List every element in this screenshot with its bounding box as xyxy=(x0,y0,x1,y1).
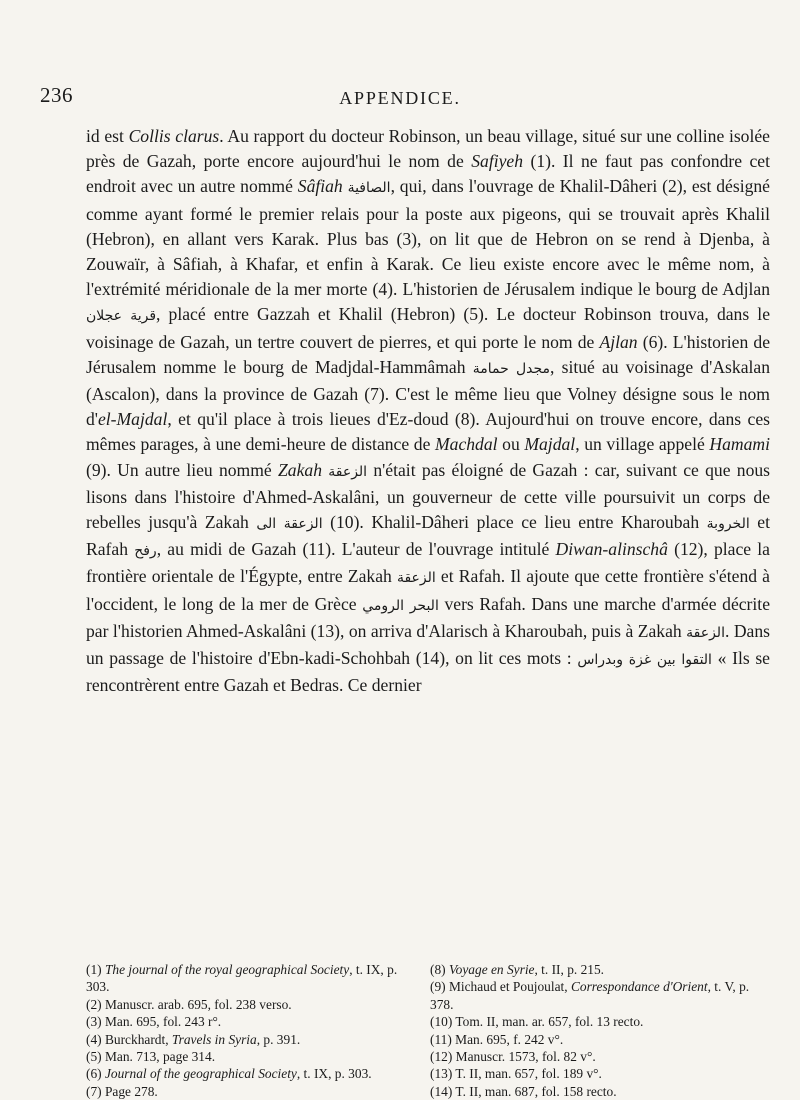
text-run: , un village appelé xyxy=(575,434,710,455)
body-paragraph xyxy=(86,124,770,698)
footnote-8: (8) Voyage en Syrie, t. II, p. 215. xyxy=(430,962,605,977)
arabic-term: الزعقة xyxy=(686,624,725,641)
text-run: (9). Un autre lieu nommé xyxy=(86,459,278,480)
footnote-5: (5) Man. 713, page 314. xyxy=(86,1049,216,1065)
running-head: APPENDICE. xyxy=(339,88,461,108)
body-text xyxy=(86,124,770,698)
italic-term: Sâfiah xyxy=(297,176,343,197)
italic-term: el-Majdal xyxy=(97,409,168,430)
text-run: , et qu'il place à trois lieues d'Ez-doud (8). Aujourd'hui on trouve encore, dans ces mêmes parages, à une demi-heure de distance de xyxy=(86,409,770,455)
text-run: « Ils se rencontrèrent entre Gazah et Bedras. Ce dernier xyxy=(86,648,770,696)
footnotes-right-column xyxy=(430,961,770,1100)
text-run: , situé au voisinage d'Askalan (Ascalon), dans la province de Gazah (7). C'est le même lieu que Volney désigne sous le nom d' xyxy=(86,356,771,430)
text-run: , placé entre Gazzah et Khalil (Hebron) (5). Le docteur Robinson trouva, dans le voisinage de Gazah, un tertre couvert de pierres, et qui porte le nom de xyxy=(86,304,771,352)
footnotes-left-column xyxy=(86,961,422,1100)
arabic-term: الزعقة الى xyxy=(256,516,323,533)
text-run: et Rafah xyxy=(86,512,770,560)
footnote-9: (9) Michaud et Poujoulat, Correspondance d'Orient, t. V, p. 378. xyxy=(430,979,750,1012)
text-run: vers Rafah. Dans une marche d'armée décrite par l'historien Ahmed-Askalâni (13), on arriva d'Alarisch à Kharoubah, puis à Zakah xyxy=(86,593,771,641)
footnote-3: (3) Man. 695, fol. 243 r°. xyxy=(86,1014,222,1030)
text-run: (6). L'historien de Jérusalem nomme le bourg de Madjdal-Hammâmah xyxy=(86,331,770,377)
footnote-11: (11) Man. 695, f. 242 v°. xyxy=(430,1031,564,1047)
text-run: . Dans un passage de l'histoire d'Ebn-kadi-Schohbah (14), on lit ces mots : xyxy=(86,620,770,669)
footnotes xyxy=(86,961,770,1100)
text-run: . Au rapport du docteur Robinson, un beau village, situé sur une colline isolée près de Gazah, porte encore aujourd'hui le nom de xyxy=(86,126,770,172)
arabic-term: التقوا بين غزة وبدراس xyxy=(577,652,712,669)
arabic-term: الزعقة xyxy=(328,463,368,480)
text-run: id est xyxy=(86,126,129,146)
text-run: (10). Khalil-Dâheri place ce lieu entre Kharoubah xyxy=(322,512,707,533)
footnote-10: (10) Tom. II, man. ar. 657, fol. 13 recto. xyxy=(430,1014,644,1030)
footnote-1: (1) The journal of the royal geographical Society, t. IX, p. 303. xyxy=(86,962,398,995)
text-run: n'était pas éloigné de Gazah : car, suivant ce que nous lisons dans l'histoire d'Ahmed-Askalâni, un gouverneur de cette ville poursuivit un corps de rebelles jusqu'à Zakah xyxy=(86,459,771,533)
arabic-term: رفح xyxy=(134,543,157,560)
text-run: (1). Il ne faut pas confondre cet endroit avec un autre nommé xyxy=(86,151,770,197)
footnote-7: (7) Page 278. xyxy=(86,1083,158,1099)
text-run: (12), place la frontière orientale de l'Égypte, entre Zakah xyxy=(86,539,770,587)
footnote-14: (14) T. II, man. 687, fol. 158 recto. xyxy=(430,1083,617,1099)
arabic-term: الخروبة xyxy=(706,516,750,533)
arabic-term: مجدل حمامة xyxy=(472,360,551,377)
arabic-term: قرية عجلان xyxy=(86,308,157,325)
text-run: ou xyxy=(497,434,525,455)
arabic-term: الزعقة xyxy=(396,570,436,587)
footnote-2: (2) Manuscr. arab. 695, fol. 238 verso. xyxy=(86,996,292,1012)
italic-term: Machdal xyxy=(435,434,498,455)
italic-term: Hamami xyxy=(709,434,771,455)
footnote-4: (4) Burckhardt, Travels in Syria, p. 391. xyxy=(86,1031,301,1047)
arabic-term: الصافية xyxy=(347,180,391,197)
page-number: 236 xyxy=(40,83,73,107)
arabic-term: البحر الرومي xyxy=(362,597,439,614)
text-run: , qui, dans l'ouvrage de Khalil-Dâheri (2), est désigné comme ayant formé le premier relais pour la poste aux pigeons, qui se trouvait après Khalil (Hebron), en allant vers Karak. Plus bas (3), on lit que de Hebron on se rend à Djenba, à Zouwaïr, à Sâfiah, à Khafar, et enfin à Karak. Ce lieu existe encore avec le même nom, à l'extrémité méridionale de la mer morte (4). L'historien de Jérusalem indique le bourg de Adjlan xyxy=(86,176,770,300)
italic-term: Diwan-alinschâ xyxy=(555,539,668,560)
italic-term: Collis clarus xyxy=(128,126,220,146)
italic-term: Zakah xyxy=(278,459,322,480)
text-run: , au midi de Gazah (11). L'auteur de l'ouvrage intitulé xyxy=(156,539,556,560)
text-run: et Rafah. Il ajoute que cette frontière s'étend à l'occident, le long de la mer de Grèce xyxy=(86,566,770,614)
italic-term: Safiyeh xyxy=(471,151,524,172)
footnote-6: (6) Journal of the geographical Society, t. IX, p. 303. xyxy=(86,1066,372,1082)
italic-term: Majdal xyxy=(524,434,576,455)
italic-term: Ajlan xyxy=(599,331,638,352)
footnote-13: (13) T. II, man. 657, fol. 189 v°. xyxy=(430,1066,602,1082)
footnote-12: (12) Manuscr. 1573, fol. 82 v°. xyxy=(430,1049,596,1065)
